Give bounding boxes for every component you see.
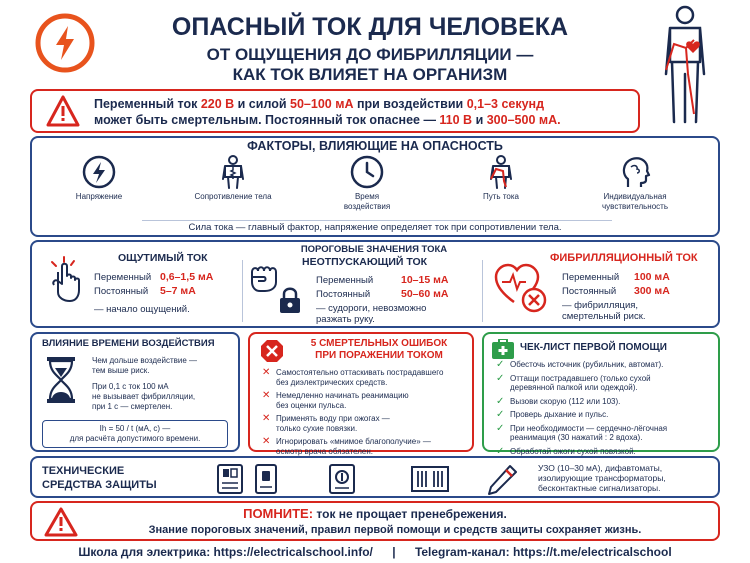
remember-panel [30, 501, 720, 541]
school-link[interactable]: Школа для электрика: https://electricalschool.info/ [78, 545, 373, 559]
formula-box [42, 420, 228, 448]
nonrelease-title: НЕОТПУСКАЮЩИЙ ТОК [302, 256, 428, 268]
thresholds-panel [30, 240, 720, 328]
perceptible-note: — начало ощущений. [94, 304, 190, 315]
hourglass-icon [44, 356, 78, 404]
mistake-item: ✕ Самостоятельно оттаскивать пострадавшего без диэлектрических средств. [262, 367, 444, 387]
check-icon: ✓ [496, 422, 505, 434]
check-icon: ✓ [496, 395, 505, 407]
x-mark-icon: ✕ [262, 390, 271, 401]
factors-divider [142, 220, 612, 221]
first-aid-kit-icon [492, 339, 514, 359]
factors-footnote: Сила тока — главный фактор, напряжение определяет ток при сопротивлении тела. [188, 222, 562, 233]
fibrillation-note-2: смертельный риск. [562, 311, 646, 322]
stop-sign-icon [260, 339, 284, 363]
factor-exposure-time: Время воздействия [322, 155, 412, 211]
nonrelease-note-1: — судороги, невозможно [316, 303, 427, 314]
time-p1-line1: Чем дольше воздействие — [92, 356, 198, 365]
differential-breaker-icon [328, 463, 356, 495]
warning-panel [30, 89, 640, 133]
perceptible-title: ОЩУТИМЫЙ ТОК [118, 252, 208, 264]
x-mark-icon: ✕ [262, 436, 271, 447]
mistake-item: ✕ Игнорировать «мнимое благополучие» — осмотр врача обязателен. [262, 436, 431, 456]
fibrillation-title: ФИБРИЛЛЯЦИОННЫЙ ТОК [550, 252, 698, 264]
mistakes-title-2: ПРИ ПОРАЖЕНИИ ТОКОМ [315, 350, 443, 361]
check-icon: ✓ [496, 445, 505, 457]
perceptible-ac: Переменный 0,6–1,5 мА [94, 271, 214, 283]
telegram-link[interactable]: Telegram-канал: https://t.me/electricalschool [414, 545, 672, 559]
protection-text-2: изолирующие трансформаторы, [538, 473, 666, 483]
first-aid-panel [482, 332, 720, 457]
remember-line2: Знание пороговых значений, правил первой помощи и средств защиты сохраняет жизнь. [148, 524, 642, 536]
page-subtitle-line2: КАК ТОК ВЛИЯЕТ НА ОРГАНИЗМ [232, 65, 508, 84]
factor-current-path: Путь тока [456, 155, 546, 202]
time-p2-line1: При 0,1 с ток 100 мА [92, 382, 169, 391]
factor-body-resistance: Сопротивление тела [188, 155, 278, 202]
nonrelease-note-2: разжать руку. [316, 314, 375, 325]
check-icon: ✓ [496, 359, 505, 370]
protection-text-1: УЗО (10–30 мА), дифавтоматы, [538, 463, 663, 473]
first-aid-item: ✓ Обесточь источник (рубильник, автомат). [496, 359, 664, 370]
head-profile-icon [618, 155, 652, 189]
perceptible-dc: Постоянный 5–7 мА [94, 285, 196, 297]
footer-separator: | [392, 545, 396, 559]
voltage-icon [82, 155, 116, 189]
warning-triangle-icon [46, 95, 80, 127]
nonrelease-ac: Переменный 10–15 мА [316, 274, 449, 286]
thresholds-title: ПОРОГОВЫЕ ЗНАЧЕНИЯ ТОКА [300, 244, 448, 255]
lightning-icon [34, 12, 96, 74]
formula-text: Ih = 50 / t (мА, с) — [99, 424, 171, 433]
first-aid-item: ✓ Оттащи пострадавшего (только сухой деревянной палкой или одеждой). [496, 372, 651, 392]
current-path-icon [484, 155, 518, 189]
protection-title-2: СРЕДСТВА ЗАЩИТЫ [42, 479, 157, 491]
x-mark-icon: ✕ [262, 367, 271, 378]
check-icon: ✓ [496, 372, 505, 384]
protection-panel [30, 456, 720, 498]
time-p2-line3: при 1 с — смертелен. [92, 402, 173, 411]
fist-icon [248, 262, 282, 292]
fibrillation-note-1: — фибрилляция, [562, 300, 639, 311]
formula-note: для расчёта допустимого времени. [69, 434, 201, 443]
rcd-device-icon [216, 463, 244, 495]
voltage-tester-icon [484, 462, 520, 496]
padlock-icon [278, 286, 302, 314]
remember-line1: ПОМНИТЕ: ток не прощает пренебрежения. [243, 506, 507, 521]
first-aid-list [496, 360, 718, 470]
thresholds-divider-1 [242, 260, 243, 322]
first-aid-item: ✓ Проверь дыхание и пульс. [496, 409, 609, 420]
factor-sensitivity: Индивидуальная чувствительность [590, 155, 680, 211]
time-p2-line2: не вызывает фибрилляции, [92, 392, 196, 401]
first-aid-item: ✓ При необходимости — сердечно-лёгочная реанимация (30 нажатий : 2 вдоха). [496, 422, 668, 442]
check-icon: ✓ [496, 409, 505, 420]
time-influence-panel [30, 332, 240, 452]
factors-title: ФАКТОРЫ, ВЛИЯЮЩИЕ НА ОПАСНОСТЬ [247, 139, 503, 153]
mistakes-panel [248, 332, 474, 456]
time-p1-line2: тем выше риск. [92, 366, 150, 375]
first-aid-item: ✓ Вызови скорую (112 или 103). [496, 395, 621, 407]
body-resistance-icon [216, 155, 250, 189]
header-logo [34, 12, 96, 74]
time-influence-title: ВЛИЯНИЕ ВРЕМЕНИ ВОЗДЕЙСТВИЯ [42, 338, 215, 349]
first-aid-item: ✓ Обработай ожоги сухой повязкой. [496, 445, 636, 457]
human-body-figure [650, 4, 720, 128]
protection-title-1: ТЕХНИЧЕСКИЕ [42, 465, 125, 477]
footer [0, 544, 750, 560]
heart-warning-icon [494, 262, 550, 314]
mistakes-title-1: 5 СМЕРТЕЛЬНЫХ ОШИБОК [310, 338, 448, 349]
warning-text-line2: может быть смертельным. Постоянный ток опаснее — 110 В и 300–500 мА. [94, 113, 561, 127]
fibrillation-ac: Переменный 100 мА [562, 271, 670, 283]
protection-text-3: бесконтактные сигнализаторы. [538, 483, 661, 493]
circuit-breaker-icon [254, 463, 278, 495]
clock-icon [350, 155, 384, 189]
x-mark-icon: ✕ [262, 413, 271, 424]
fibrillation-dc: Постоянный 300 мА [562, 285, 670, 297]
factor-voltage: Напряжение [54, 155, 144, 202]
thresholds-divider-2 [482, 260, 483, 322]
mistake-item: ✕ Немедленно начинать реанимацию без оценки пульса. [262, 390, 409, 410]
nonrelease-dc: Постоянный 50–60 мА [316, 288, 449, 300]
page-subtitle-line1: ОТ ОЩУЩЕНИЯ ДО ФИБРИЛЛЯЦИИ — [206, 45, 534, 64]
transformer-icon [410, 464, 450, 494]
human-body-icon [650, 4, 720, 128]
warning-text-line1: Переменный ток 220 В и силой 50–100 мА при воздействии 0,1–3 секунд [94, 97, 545, 111]
page-title: ОПАСНЫЙ ТОК ДЛЯ ЧЕЛОВЕКА [171, 13, 569, 41]
first-aid-title: ЧЕК-ЛИСТ ПЕРВОЙ ПОМОЩИ [520, 342, 667, 353]
finger-touch-icon [44, 256, 82, 302]
mistake-item: ✕ Применять воду при ожогах — только сухие повязки. [262, 413, 390, 433]
factors-panel [30, 136, 720, 237]
